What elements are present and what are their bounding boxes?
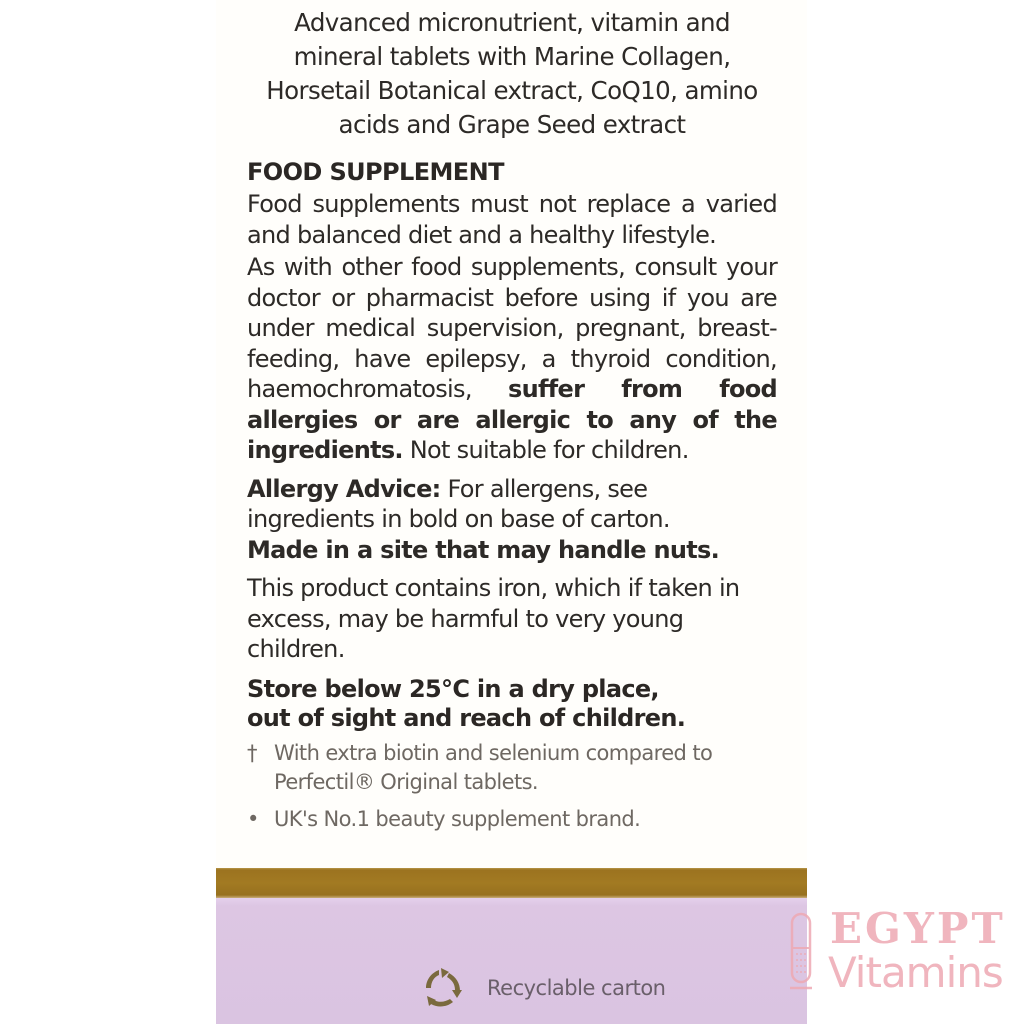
storage-line: out of sight and reach of children.: [247, 703, 686, 732]
capsule-icon: [790, 912, 812, 990]
egypt-vitamins-watermark: [786, 904, 1016, 1000]
watermark-egypt-text: EGYPT: [830, 904, 1006, 953]
description-line: Horsetail Botanical extract, CoQ10, amino: [266, 76, 758, 105]
recycle-icon: [419, 964, 467, 1012]
description-line: acids and Grape Seed extract: [338, 110, 686, 139]
footnote-text: UK's No.1 beauty supplement brand.: [274, 806, 641, 831]
description-line: mineral tablets with Marine Collagen,: [293, 42, 731, 71]
bullet-mark: •: [247, 806, 259, 831]
dagger-mark: †: [247, 740, 257, 765]
allergy-warning-bold: suffer from food allergies or are allergic to any of the ingredients.: [247, 375, 777, 464]
gold-divider-band: [216, 868, 807, 898]
nuts-warning: Made in a site that may handle nuts.: [247, 535, 720, 564]
footnote-biotin: [247, 739, 777, 797]
iron-warning-paragraph: This product contains iron, which if taken in excess, may be harmful to very young children.: [247, 574, 740, 663]
allergy-advice-paragraph: [247, 474, 777, 566]
allergy-advice-label: Allergy Advice:: [247, 474, 441, 503]
footnote-text: With extra biotin and selenium compared to Perfectil® Original tablets.: [274, 740, 713, 794]
consult-paragraph: [247, 252, 777, 466]
diet-paragraph: Food supplements must not replace a varied and balanced diet and a healthy lifestyle.: [247, 190, 777, 249]
recyclable-badge: [419, 964, 666, 1012]
recyclable-label: Recyclable carton: [487, 976, 666, 1000]
footnote-brand: [247, 805, 777, 834]
product-description: [247, 4, 777, 142]
food-supplement-heading: FOOD SUPPLEMENT: [247, 158, 504, 186]
storage-instructions: [247, 675, 777, 733]
not-for-children-text: Not suitable for children.: [409, 436, 689, 464]
consult-text: As with other food supplements, consult your doctor or pharmacist before using if you are under medical supervision, pregnant, breast-feeding, have epilepsy, a thyroid condition, haemochromatosis,: [247, 253, 777, 403]
storage-line: Store below 25°C in a dry place,: [247, 674, 659, 703]
allergy-advice-text: For allergens, see ingredients in bold on base of carton.: [247, 474, 670, 533]
description-line: Advanced micronutrient, vitamin and: [294, 8, 730, 37]
label-text-block: [247, 4, 777, 834]
watermark-vitamins-text: Vitamins: [828, 948, 1003, 997]
product-label-panel: [216, 0, 807, 1024]
